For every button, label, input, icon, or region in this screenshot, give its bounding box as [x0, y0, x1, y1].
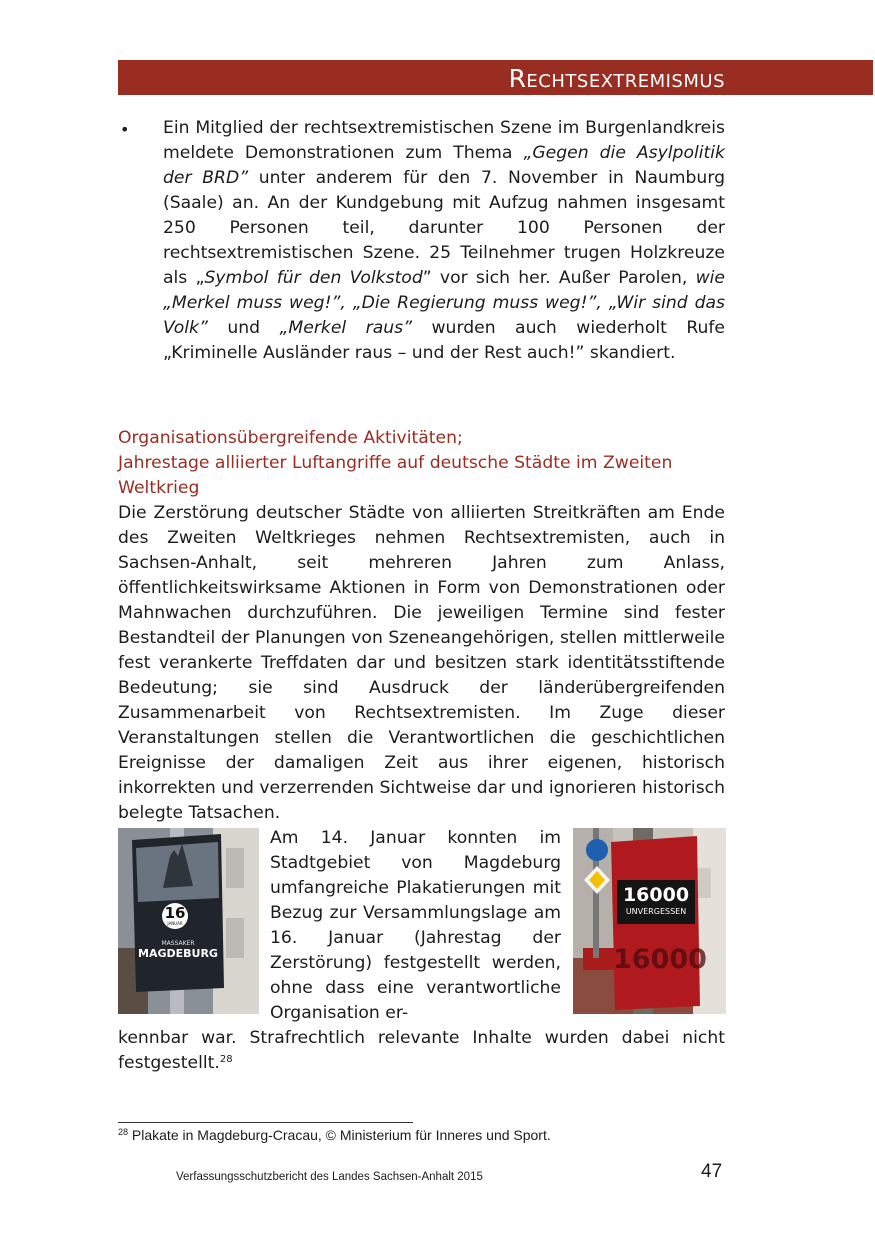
poster-right-illustration	[573, 828, 726, 1014]
bullet-text-segment: Ein Mitglied der rechtsextremistischen Szene im Burgenlandkreis meldete Demonstrationen zum Thema	[163, 118, 725, 163]
bullet-paragraph	[163, 116, 725, 366]
footer-publication: Verfassungsschutzbericht des Landes Sachsen-Anhalt 2015	[176, 1171, 483, 1183]
poster-date-number: 16	[164, 904, 186, 922]
bullet-marker: •	[120, 120, 130, 139]
chapter-title: Rechtsextremismus	[508, 64, 725, 93]
poster-subtitle: UNVERGESSEN	[625, 907, 687, 916]
bullet-text-segment: wurden auch wiederholt Rufe „Kriminelle Ausländer raus – und der Rest auch!” skandiert.	[163, 318, 726, 363]
footnote-reference[interactable]: 28	[219, 1054, 233, 1065]
chapter-header-bar	[118, 60, 873, 95]
bullet-quote-segment: wie „Merkel muss weg!”, „Die Regierung muss weg!”, „Wir sind das Volk”	[163, 268, 725, 338]
footnote	[118, 1126, 738, 1144]
poster-left-illustration	[118, 828, 259, 1014]
footnote-number: 28	[118, 1127, 129, 1137]
section-paragraph: Die Zerstörung deutscher Städte von alliierten Streitkräften am Ende des Zweiten Weltkrieges nehmen Rechtsextremisten, auch in Sachsen-Anhalt, seit mehreren Jahren zum Anlass, öffentlichkeitswirksame Aktionen in Form von Demonstrationen oder Mahnwachen durchzuführen. Die jeweiligen Termine sind fester Bestandteil der Planungen von Szeneangehörigen, stellen mittlerweile fest verankerte Treffdaten dar und besitzen stark identitätsstiftende Bedeutung; sie sind Ausdruck der länderübergreifenden Zusammenarbeit von Rechtsextremisten. Im Zuge dieser Veranstaltungen stellen die Verantwortlichen die geschichtlichen Ereignisse der damaligen Zeit aus ihrer eigenen, historisch inkorrekten und verzerrenden Sichtweise dar und ignorieren historisch belegte Tatsachen.	[118, 503, 725, 823]
closing-text: kennbar war. Strafrechtlich relevante Inhalte wurden dabei nicht festgestellt.	[118, 1028, 725, 1073]
footnote-divider	[118, 1122, 413, 1123]
poster-date-month: JANUAR	[167, 921, 183, 926]
section-heading-line-2: Jahrestage alliierter Luftangriffe auf deutsche Städte im Zweiten Weltkrieg	[118, 453, 673, 498]
bullet-text-segment: unter anderem für den 7. November in Naumburg (Saale) an. An der Kundgebung mit Aufzug nahmen insgesamt 250 Personen teil, darunter 100 Personen der rechtsextremistischen Szene. 25 Teilnehmer trugen Holzkreuze als „	[163, 168, 725, 288]
section-heading	[118, 426, 728, 501]
bullet-quote-segment: Symbol für den Volkstod	[204, 268, 423, 288]
photo-poster-magdeburg	[118, 828, 259, 1014]
poster-city-text: MAGDEBURG	[138, 947, 218, 960]
section-heading-line-1: Organisationsübergreifende Aktivitäten;	[118, 428, 463, 448]
wrapped-paragraph: Am 14. Januar konnten im Stadtgebiet von Magdeburg umfangreiche Plakatierungen mit Bezug zur Versammlungslage am 16. Januar (Jahrestag der Zerstörung) festgestellt werden, ohne dass eine verantwortliche Organisation er-	[270, 828, 561, 1023]
page-number: 47	[701, 1161, 723, 1182]
poster-massaker-text: MASSAKER	[161, 940, 195, 947]
bullet-quote-segment: „Gegen die Asylpolitik der BRD”	[163, 143, 725, 188]
footnote-text: Plakate in Magdeburg-Cracau, © Ministerium für Inneres und Sport.	[131, 1127, 551, 1143]
photo-poster-16000	[573, 828, 726, 1014]
bullet-text-segment: und	[207, 318, 280, 338]
bullet-text-segment: ” vor sich her. Außer Parolen,	[422, 268, 696, 288]
poster-bottom-number: 16000	[613, 944, 707, 975]
bullet-quote-segment: „Merkel raus”	[279, 318, 413, 338]
closing-paragraph	[118, 1026, 725, 1076]
poster-number: 16000	[622, 884, 690, 906]
